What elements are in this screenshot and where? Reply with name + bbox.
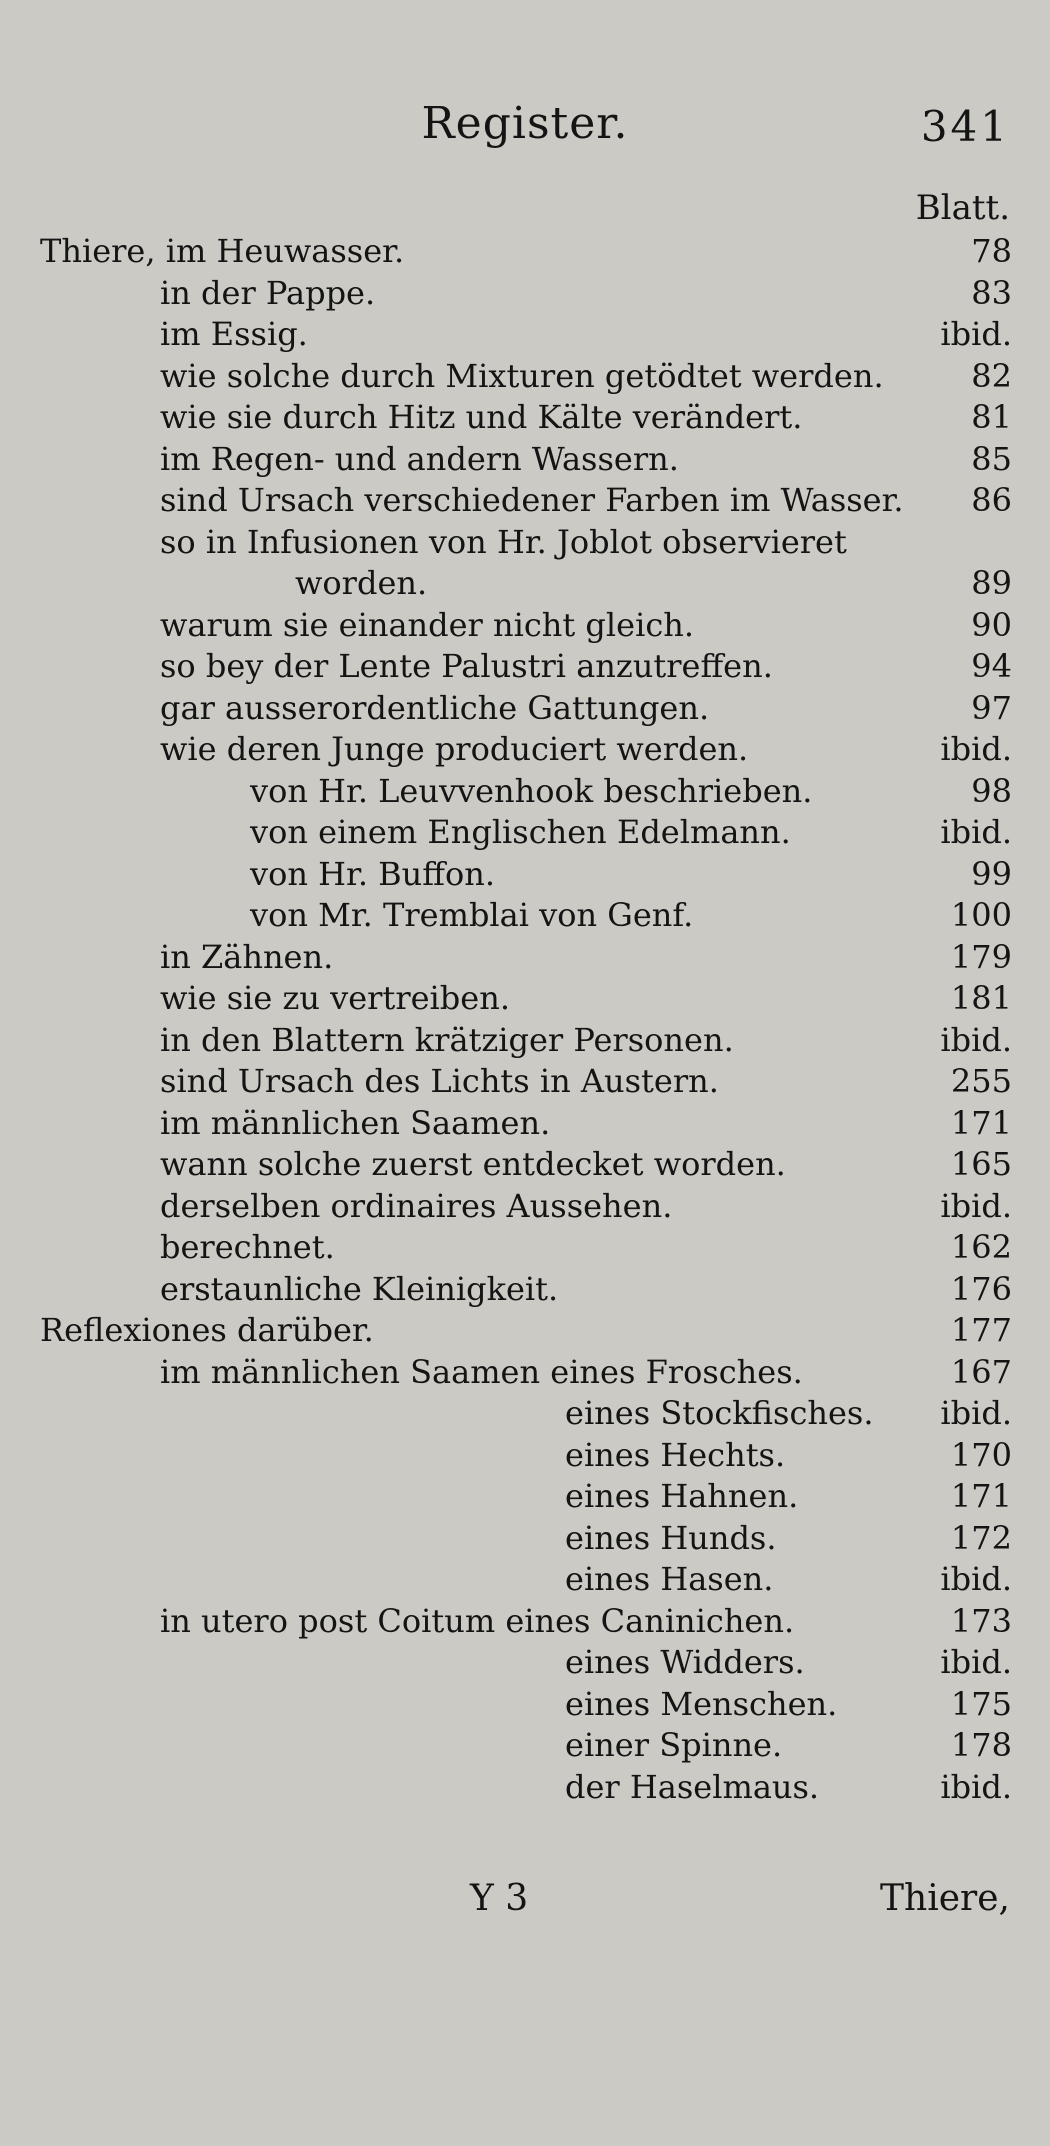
index-entry [0, 1060, 1050, 1102]
index-entry [0, 728, 1050, 770]
entry-page: ibid. [940, 813, 1012, 851]
entry-page: 82 [971, 356, 1012, 395]
entry-page: ibid. [940, 315, 1012, 353]
entry-text: eines Hechts. [565, 1435, 786, 1474]
entry-page: 100 [950, 896, 1012, 934]
index-entry [0, 313, 1050, 355]
column-heading: Blatt. [915, 188, 1010, 228]
index-entry [0, 1517, 1050, 1559]
index-entry [0, 1351, 1050, 1393]
entry-text: eines Stockfisches. [565, 1394, 874, 1432]
index-entry [0, 1600, 1050, 1642]
entry-page: 99 [971, 854, 1012, 893]
entry-text: eines Menschen. [565, 1684, 838, 1723]
entry-text: im Regen- und andern Wassern. [160, 439, 679, 478]
index-entry [0, 1766, 1050, 1808]
index-entry [0, 687, 1050, 729]
index-entry [0, 1641, 1050, 1683]
entry-page: ibid. [940, 1394, 1012, 1432]
entry-text: eines Hahnen. [565, 1477, 799, 1515]
entry-page: 178 [950, 1726, 1012, 1764]
entry-text: erstaunliche Kleinigkeit. [160, 1269, 559, 1308]
index-entry [0, 1558, 1050, 1600]
entry-text: im männlichen Saamen. [160, 1103, 551, 1142]
index-entry [0, 1102, 1050, 1144]
index-entry [0, 272, 1050, 314]
entry-page: 97 [971, 688, 1012, 727]
index-entry [0, 355, 1050, 397]
entry-page: 94 [971, 647, 1012, 685]
index-entry [0, 1226, 1050, 1268]
entry-text: wann solche zuerst entdecket worden. [160, 1145, 786, 1183]
entry-page: ibid. [940, 1767, 1012, 1806]
index-entry [0, 853, 1050, 895]
entry-text: gar ausserordentliche Gattungen. [160, 688, 710, 727]
entry-page: 78 [971, 232, 1012, 270]
entry-page: 170 [950, 1435, 1012, 1474]
index-entry [0, 645, 1050, 687]
index-entry [0, 1143, 1050, 1185]
entry-text: warum sie einander nicht gleich. [160, 605, 695, 644]
entry-page: 173 [950, 1601, 1012, 1640]
page-title: Register. [421, 98, 629, 149]
entry-page: 179 [950, 937, 1012, 976]
entry-page: 165 [950, 1145, 1012, 1183]
entry-text: in Zähnen. [160, 937, 334, 976]
entry-page: ibid. [940, 1643, 1012, 1681]
index-entry [0, 396, 1050, 438]
entry-text: sind Ursach verschiedener Farben im Wasser. [160, 481, 904, 519]
entry-page: 167 [950, 1352, 1012, 1391]
index-entry [0, 894, 1050, 936]
entry-text: in utero post Coitum eines Caninichen. [160, 1601, 795, 1640]
entry-text: im Essig. [160, 315, 308, 353]
index-entry [0, 479, 1050, 521]
index-entry [0, 1019, 1050, 1061]
signature-mark: Y 3 [470, 1878, 529, 1919]
entry-text: wie solche durch Mixturen getödtet werden. [160, 356, 884, 395]
entry-text: in der Pappe. [160, 273, 376, 312]
entry-text: wie sie zu vertreiben. [160, 979, 510, 1017]
index-entry [0, 811, 1050, 853]
index-entry [0, 604, 1050, 646]
entry-text: Reflexiones darüber. [40, 1311, 374, 1349]
index-entry [0, 1392, 1050, 1434]
entry-text: einer Spinne. [565, 1726, 783, 1764]
entry-page: ibid. [940, 1560, 1012, 1598]
entry-page: ibid. [940, 1186, 1012, 1225]
index-entry [0, 1475, 1050, 1517]
entry-page: 98 [971, 771, 1012, 810]
index-entry [0, 1724, 1050, 1766]
entry-page: 85 [971, 439, 1012, 478]
entry-text: derselben ordinaires Aussehen. [160, 1186, 673, 1225]
index-entry [0, 1683, 1050, 1725]
entry-page: ibid. [940, 730, 1012, 768]
entry-page: 83 [971, 273, 1012, 312]
index-entry [0, 230, 1050, 272]
entry-text: worden. [295, 564, 428, 602]
entry-page: 90 [971, 605, 1012, 644]
entry-text: berechnet. [160, 1228, 335, 1266]
entry-text: wie deren Junge produciert werden. [160, 730, 749, 768]
entry-page: 171 [950, 1477, 1012, 1515]
index-entry [0, 1185, 1050, 1227]
entry-page: 176 [950, 1269, 1012, 1308]
entry-page: 89 [971, 564, 1012, 602]
entry-page: 171 [950, 1103, 1012, 1142]
entry-text: so bey der Lente Palustri anzutreffen. [160, 647, 773, 685]
entry-text: von Hr. Buffon. [250, 854, 496, 893]
entry-text: von einem Englischen Edelmann. [250, 813, 791, 851]
catchword: Thiere, [880, 1878, 1010, 1919]
entry-text: in den Blattern krätziger Personen. [160, 1020, 734, 1059]
entry-text: im männlichen Saamen eines Frosches. [160, 1352, 803, 1391]
entry-page: 86 [971, 481, 1012, 519]
entry-text: Thiere, im Heuwasser. [40, 232, 405, 270]
entry-text: eines Widders. [565, 1643, 805, 1681]
entry-page: 162 [950, 1228, 1012, 1266]
entry-page: 81 [971, 398, 1012, 436]
entry-page: 181 [950, 979, 1012, 1017]
index-entry [0, 1268, 1050, 1310]
page-number: 341 [920, 102, 1010, 151]
index-entry [0, 936, 1050, 978]
entry-page: 175 [950, 1684, 1012, 1723]
entry-text: eines Hasen. [565, 1560, 774, 1598]
index-entry [0, 977, 1050, 1019]
entry-text: so in Infusionen von Hr. Joblot observieret [160, 522, 847, 561]
entry-page: 255 [950, 1062, 1012, 1100]
index-entry [0, 562, 1050, 604]
entry-text: von Mr. Tremblai von Genf. [250, 896, 694, 934]
index-entry [0, 1434, 1050, 1476]
index-entry [0, 521, 1050, 563]
entry-text: von Hr. Leuvvenhook beschrieben. [250, 771, 813, 810]
index-entry [0, 1309, 1050, 1351]
entry-page: 172 [950, 1518, 1012, 1557]
entry-text: sind Ursach des Lichts in Austern. [160, 1062, 719, 1100]
entry-text: eines Hunds. [565, 1518, 777, 1557]
index-entry [0, 770, 1050, 812]
entry-text: wie sie durch Hitz und Kälte verändert. [160, 398, 803, 436]
index-entry [0, 438, 1050, 480]
entry-text: der Haselmaus. [565, 1767, 820, 1806]
entry-page: 177 [950, 1311, 1012, 1349]
entry-page: ibid. [940, 1020, 1012, 1059]
